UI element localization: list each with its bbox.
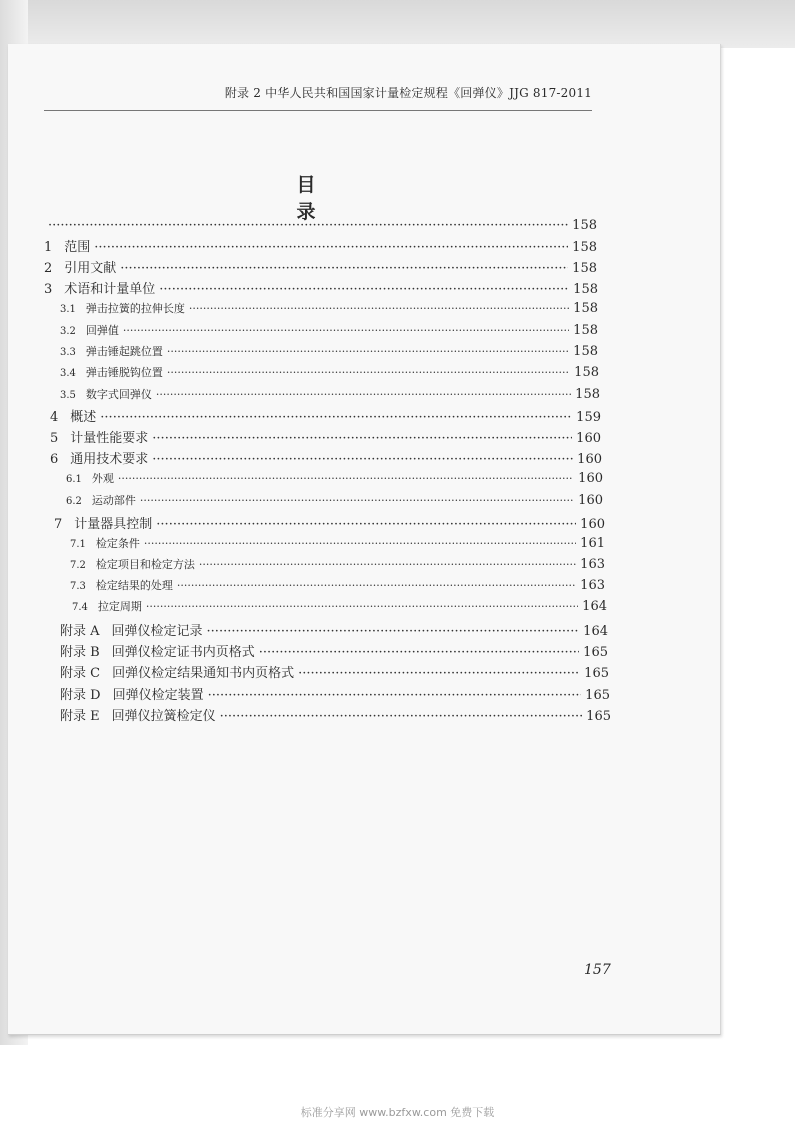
watermark: 标准分享网 www.bzfxw.com 免费下载 (300, 1106, 495, 1119)
toc-dot-leader (199, 558, 576, 571)
toc-dot-leader (156, 388, 571, 401)
toc-entry (54, 513, 605, 532)
toc-entry-page: 165 (585, 688, 610, 703)
toc-entry (50, 448, 602, 467)
toc-entry-page: 158 (573, 323, 598, 338)
scan-background-top (0, 0, 795, 48)
toc-dot-leader (118, 472, 574, 485)
toc-entry-number: 6.1 (66, 474, 82, 485)
toc-entry-label: 外观 (91, 472, 114, 485)
toc-entry-page: 159 (576, 410, 601, 425)
toc-entry-label: 范围 (64, 240, 91, 255)
toc-entry-number: 7.4 (72, 602, 88, 613)
toc-entry (60, 300, 598, 316)
toc-entry-number: 7.1 (70, 539, 86, 550)
toc-entry (44, 218, 597, 233)
toc-entry-page: 158 (573, 344, 598, 359)
toc-entry (66, 492, 603, 508)
toc-entry (44, 257, 597, 276)
toc-entry-page: 164 (582, 599, 607, 614)
toc-entry-label: 运动部件 (91, 494, 136, 507)
toc-entry-number: 7.2 (70, 560, 86, 571)
toc-entry-page: 158 (573, 282, 598, 297)
toc-entry-label: 回弹仪检定结果通知书内页格式 (112, 666, 295, 681)
toc-entry (60, 322, 598, 338)
toc-dot-leader (189, 302, 569, 315)
toc-entry-label: 拉定周期 (97, 600, 142, 613)
toc-entry-number: 3.3 (60, 347, 76, 358)
toc-dot-leader (159, 282, 569, 297)
toc-entry-page: 158 (572, 218, 597, 233)
toc-dot-leader (120, 261, 568, 276)
toc-entry (70, 535, 605, 551)
toc-entry-number: 附录 E (60, 709, 100, 724)
toc-entry-page: 158 (572, 261, 597, 276)
page-number: 157 (584, 962, 611, 978)
toc-entry-label: 回弹仪检定装置 (112, 688, 204, 703)
toc-entry-label: 检定项目和检定方法 (95, 558, 195, 571)
toc-entry-page: 160 (578, 471, 603, 486)
toc-dot-leader (298, 666, 580, 681)
toc-entry-page: 158 (574, 365, 599, 380)
toc-entry-page: 161 (580, 536, 605, 551)
toc-entry-number: 5 (50, 431, 59, 446)
toc-entry-label: 弹击锤脱钩位置 (85, 366, 163, 379)
toc-entry-page: 164 (583, 624, 608, 639)
toc-entry (60, 343, 598, 359)
toc-entry-label: 术语和计量单位 (64, 282, 156, 297)
toc-entry-label: 弹击锤起跳位置 (85, 345, 163, 358)
toc-entry (60, 662, 609, 681)
toc-dot-leader (259, 645, 579, 660)
toc-entry (60, 705, 611, 724)
toc-entry-label: 检定条件 (95, 537, 140, 550)
toc-dot-leader (208, 688, 582, 703)
toc-entry (60, 386, 600, 402)
toc-dot-leader (146, 600, 578, 613)
toc-dot-leader (152, 431, 572, 446)
toc-entry-number: 2 (44, 261, 53, 276)
toc-entry-page: 165 (586, 709, 611, 724)
toc-entry (70, 577, 605, 593)
toc-dot-leader (100, 410, 572, 425)
toc-entry-label: 回弹仪检定证书内页格式 (111, 645, 255, 660)
toc-entry (60, 364, 599, 380)
toc-entry-number: 7.3 (70, 581, 86, 592)
toc-entry-number: 附录 A (60, 624, 100, 639)
toc-entry (70, 556, 605, 572)
toc-entry-number: 附录 D (60, 688, 101, 703)
toc-entry-label: 计量性能要求 (70, 431, 149, 446)
toc-dot-leader (156, 517, 576, 532)
toc-dot-leader (94, 240, 568, 255)
toc-entry (44, 236, 597, 255)
toc-entry-page: 165 (583, 645, 608, 660)
toc-entry-label: 回弹仪检定记录 (111, 624, 203, 639)
toc-entry-number: 3.1 (60, 304, 76, 315)
toc-entry-label: 回弹仪拉簧检定仪 (111, 709, 216, 724)
toc-dot-leader (140, 494, 574, 507)
toc-entry-page: 158 (573, 301, 598, 316)
toc-dot-leader (48, 218, 568, 233)
toc-entry-label: 检定结果的处理 (95, 579, 173, 592)
toc-entry-page: 163 (580, 578, 605, 593)
toc-entry-label: 概述 (70, 410, 97, 425)
toc-entry-number: 附录 B (60, 645, 100, 660)
toc-entry-number: 3.5 (60, 390, 76, 401)
toc-dot-leader (167, 366, 570, 379)
toc-entry (60, 641, 608, 660)
toc-entry-label: 引用文献 (64, 261, 117, 276)
toc-entry-number: 6 (50, 452, 59, 467)
toc-entry (72, 598, 607, 614)
toc-entry-label: 计量器具控制 (74, 517, 153, 532)
toc-dot-leader (207, 624, 580, 639)
running-header (44, 80, 592, 111)
toc-entry-page: 160 (578, 493, 603, 508)
toc-entry (66, 470, 603, 486)
toc-entry-page: 158 (572, 240, 597, 255)
toc-entry-number: 3 (44, 282, 53, 297)
toc-entry-number: 6.2 (66, 496, 82, 507)
toc-entry (60, 684, 610, 703)
toc-dot-leader (144, 537, 576, 550)
toc-dot-leader (167, 345, 569, 358)
header-text: 附录 2 中华人民共和国国家计量检定规程《回弹仪》JJG 817-2011 (224, 86, 592, 100)
toc-entry-page: 160 (577, 452, 602, 467)
page-title: 目 录 (296, 174, 344, 223)
toc-entry-number: 附录 C (60, 666, 101, 681)
toc-dot-leader (220, 709, 583, 724)
toc-entry (44, 278, 598, 297)
toc-entry-number: 4 (50, 410, 59, 425)
toc-entry-page: 158 (575, 387, 600, 402)
toc-entry-number: 1 (44, 240, 53, 255)
toc-dot-leader (152, 452, 573, 467)
toc-dot-leader (123, 324, 569, 337)
toc-entry-page: 160 (580, 517, 605, 532)
toc-entry (50, 427, 601, 446)
toc-entry-number: 7 (54, 517, 63, 532)
toc-entry (50, 406, 601, 425)
toc-entry (60, 620, 608, 639)
toc-entry-label: 通用技术要求 (70, 452, 149, 467)
toc-entry-page: 160 (576, 431, 601, 446)
toc-dot-leader (177, 579, 576, 592)
toc-entry-label: 回弹值 (85, 324, 119, 337)
toc-entry-page: 165 (584, 666, 609, 681)
toc-entry-number: 3.4 (60, 368, 76, 379)
toc-entry-number: 3.2 (60, 326, 76, 337)
toc-entry-label: 弹击拉簧的拉伸长度 (85, 302, 185, 315)
toc-entry-page: 163 (580, 557, 605, 572)
toc-entry-label: 数字式回弹仪 (85, 388, 152, 401)
